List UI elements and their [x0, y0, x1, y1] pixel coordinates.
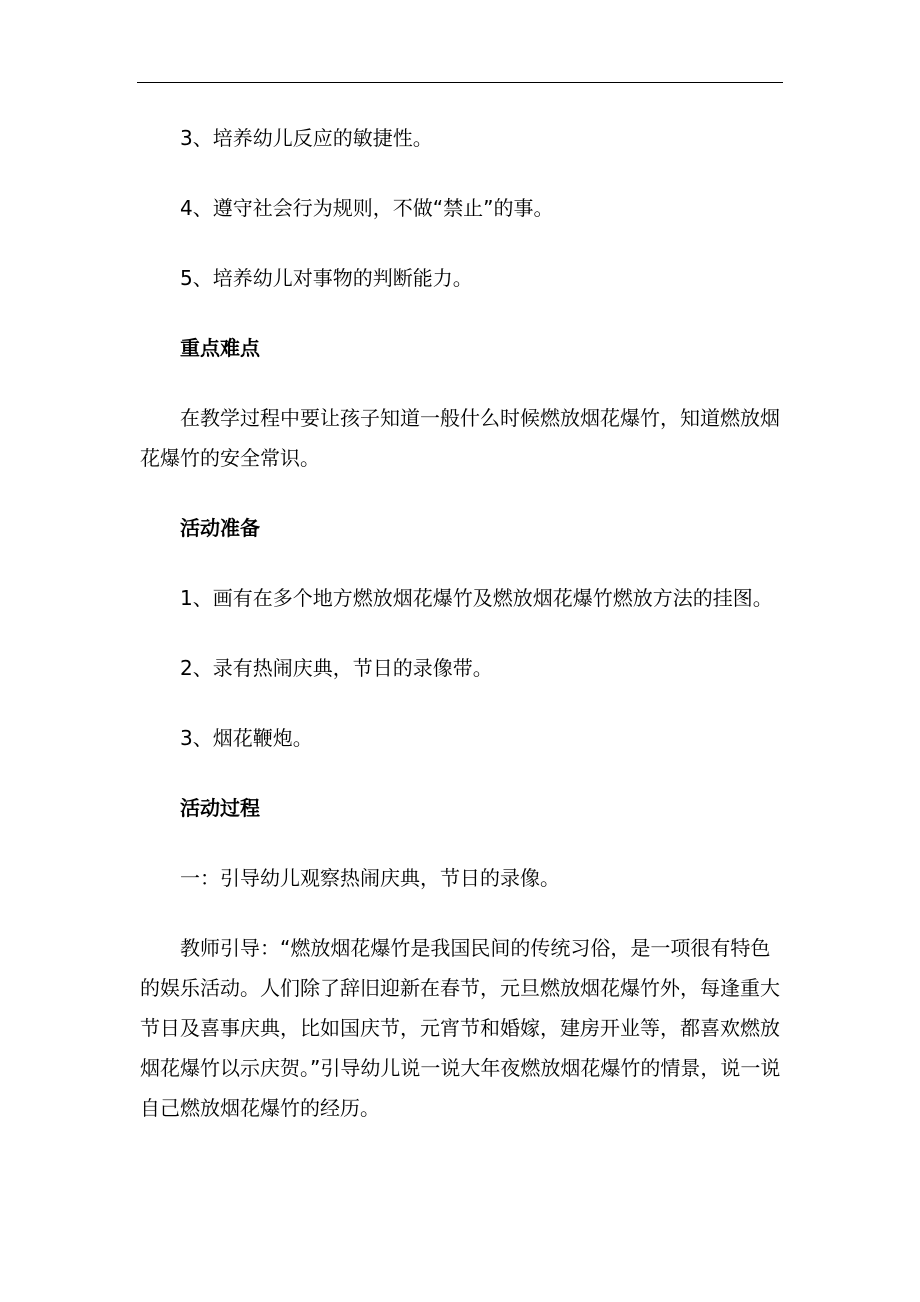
process-step: 一：引导幼儿观察热闹庆典，节日的录像。: [180, 866, 560, 890]
preparation-item: 2、录有热闹庆典，节日的录像带。: [180, 656, 493, 680]
section-heading-preparation: 活动准备: [180, 516, 260, 540]
document-body: [140, 118, 783, 1128]
objective-item: 3、培养幼儿反应的敏捷性。: [180, 126, 433, 150]
header-rule: [137, 82, 783, 83]
section-heading-process: 活动过程: [180, 796, 260, 820]
objective-item: 5、培养幼儿对事物的判断能力。: [180, 266, 473, 290]
objective-item: 4、遵守社会行为规则，不做“禁止”的事。: [180, 196, 554, 220]
preparation-item: 1、画有在多个地方燃放烟花爆竹及燃放烟花爆竹燃放方法的挂图。: [180, 586, 773, 610]
section-heading-key-points: 重点难点: [180, 336, 260, 360]
key-points-paragraph: 在教学过程中要让孩子知道一般什么时候燃放烟花爆竹，知道燃放烟花爆竹的安全常识。: [140, 406, 780, 470]
teacher-guide-paragraph: 教师引导：“燃放烟花爆竹是我国民间的传统习俗，是一项很有特色的娱乐活动。人们除了辞旧迎新在春节，元旦燃放烟花爆竹外，每逢重大节日及喜事庆典，比如国庆节，元宵节和婚嫁，建房开业等，都喜欢燃放烟花爆竹以示庆贺。”引导幼儿说一说大年夜燃放烟花爆竹的情景，说一说自己燃放烟花爆竹的经历。: [140, 936, 781, 1120]
preparation-item: 3、烟花鞭炮。: [180, 726, 313, 750]
